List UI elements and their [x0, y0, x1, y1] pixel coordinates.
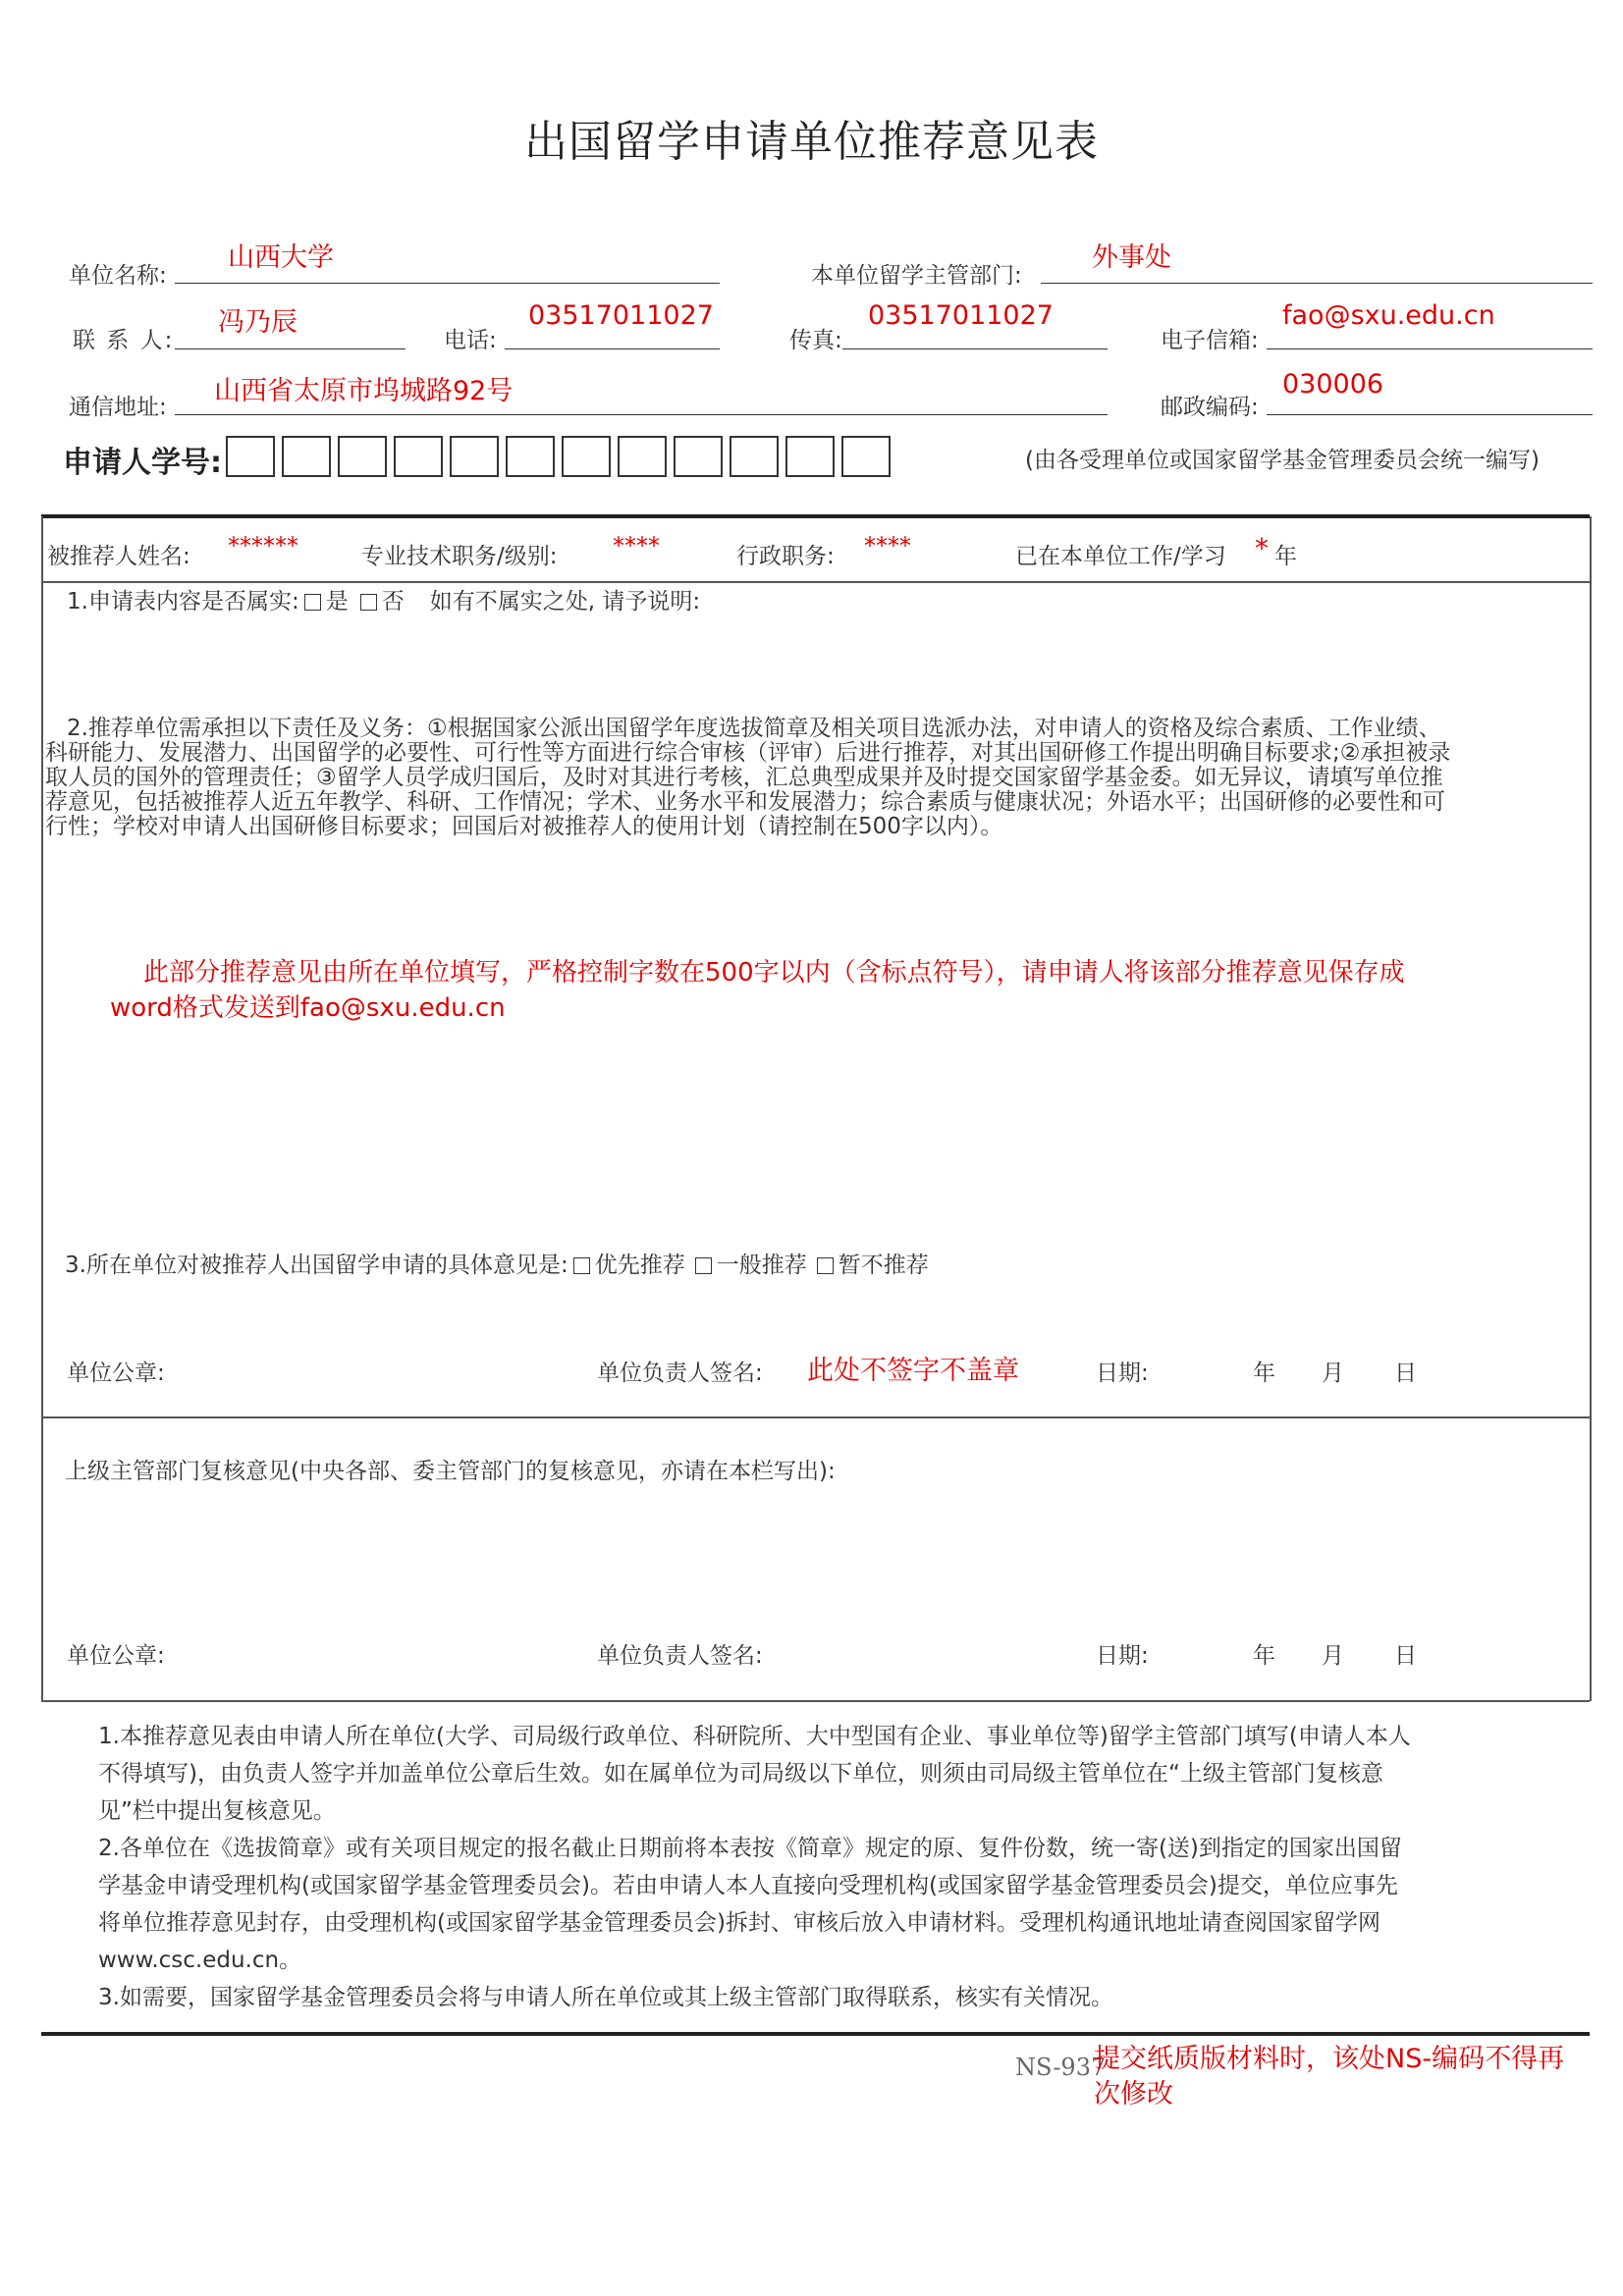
applicant-id-digit-box[interactable]	[450, 436, 499, 477]
address-label: 通信地址:	[69, 395, 167, 420]
yes-checkbox[interactable]	[304, 594, 321, 611]
priority-checkbox[interactable]	[573, 1257, 590, 1274]
no-label: 否	[381, 589, 405, 614]
section2-line: 行性；学校对申请人出国研修目标要求；回国后对被推荐人的使用计划（请控制在500字以内）。	[45, 814, 1003, 839]
section4-date-label: 日期:	[1096, 1643, 1149, 1669]
section4-top-border	[41, 1416, 1590, 1418]
footer-red-line-1: 提交纸质版材料时，该处NS-编码不得再	[1094, 2044, 1565, 2074]
postcode-line	[1267, 414, 1593, 415]
dept-value[interactable]: 外事处	[1092, 242, 1171, 273]
footer-divider	[41, 2032, 1590, 2036]
section4-day: 日	[1394, 1643, 1417, 1669]
fax-value[interactable]: 03517011027	[868, 300, 1054, 331]
nominee-title-value[interactable]: ****	[613, 532, 660, 560]
contact-value[interactable]: 冯乃辰	[218, 307, 298, 338]
fax-line	[842, 348, 1108, 349]
applicant-id-digit-box[interactable]	[785, 436, 835, 477]
general-label: 一般推荐	[716, 1253, 807, 1278]
contact-line	[175, 348, 406, 349]
section3-day: 日	[1394, 1361, 1417, 1386]
section1-explain-label: 如有不属实之处, 请予说明:	[429, 589, 701, 614]
note-line: 3.如需要，国家留学基金管理委员会将与申请人所在单位或其上级主管部门取得联系，核实有关情况。	[98, 1985, 1113, 2010]
form-frame	[41, 516, 1592, 1701]
postcode-value[interactable]: 030006	[1282, 369, 1384, 400]
section2-line: 科研能力、发展潜力、出国留学的必要性、可行性等方面进行综合审核（评审）后进行推荐，对其出国研修工作提出明确目标要求;②承担被录	[45, 740, 1451, 766]
applicant-id-note: (由各受理单位或国家留学基金管理委员会统一编写)	[1025, 448, 1540, 473]
applicant-id-digit-box[interactable]	[730, 436, 779, 477]
nominee-years-unit: 年	[1274, 544, 1297, 569]
unit-name-label: 单位名称:	[69, 263, 167, 289]
applicant-id-digit-box[interactable]	[282, 436, 331, 477]
not-recommend-label: 暂不推荐	[838, 1253, 929, 1278]
footer-red-note	[1094, 2042, 1564, 2112]
section4-year: 年	[1253, 1643, 1275, 1669]
contact-label: 联 系 人:	[73, 328, 175, 353]
email-line	[1267, 348, 1593, 349]
postcode-label: 邮政编码:	[1161, 395, 1259, 420]
unit-name-value[interactable]: 山西大学	[228, 242, 334, 273]
address-value[interactable]: 山西省太原市坞城路92号	[214, 376, 514, 406]
note-line: 将单位推荐意见封存，由受理机构(或国家留学基金管理委员会)拆封、审核后放入申请材料。受理机构通讯地址请查阅国家留学网	[98, 1910, 1380, 1936]
note-line: 2.各单位在《选拔简章》或有关项目规定的报名截止日期前将本表按《简章》规定的原、复件份数，统一寄(送)到指定的国家出国留	[98, 1836, 1402, 1861]
section2-red-note-1: 此部分推荐意见由所在单位填写，严格控制字数在500字以内（含标点符号），请申请人将该部分推荐意见保存成	[143, 958, 1405, 988]
yes-label: 是	[325, 589, 349, 614]
applicant-id-label: 申请人学号:	[63, 446, 222, 480]
note-line: 见”栏中提出复核意见。	[98, 1798, 336, 1824]
nominee-name-label: 被推荐人姓名:	[47, 544, 190, 569]
section2-red-note-2: word格式发送到fao@sxu.edu.cn	[110, 993, 506, 1023]
section1-question	[67, 590, 700, 614]
phone-line	[505, 348, 720, 349]
phone-value[interactable]: 03517011027	[528, 300, 714, 331]
address-line	[175, 414, 1108, 415]
section3-question	[65, 1254, 929, 1278]
section3-date-label: 日期:	[1096, 1361, 1149, 1386]
applicant-id-digit-box[interactable]	[338, 436, 387, 477]
nominee-years-label: 已在本单位工作/学习	[1015, 544, 1226, 569]
section2-text	[45, 717, 1587, 839]
nominee-admin-label: 行政职务:	[736, 544, 835, 569]
note-line: www.csc.edu.cn。	[98, 1948, 302, 1973]
section3-year: 年	[1253, 1361, 1275, 1386]
general-checkbox[interactable]	[695, 1257, 712, 1274]
section1-text: 1.申请表内容是否属实:	[67, 589, 299, 614]
section2-line: 荐意见，包括被推荐人近五年教学、科研、工作情况；学术、业务水平和发展潜力；综合素质与健康状况；外语水平；出国研修的必要性和可	[45, 789, 1445, 815]
unit-name-line	[175, 283, 720, 284]
priority-label: 优先推荐	[594, 1253, 685, 1278]
nominee-row-border	[41, 581, 1590, 583]
applicant-id-digit-box[interactable]	[841, 436, 891, 477]
nominee-years-value[interactable]: *	[1255, 532, 1269, 564]
section3-text: 3.所在单位对被推荐人出国留学申请的具体意见是:	[65, 1253, 568, 1278]
applicant-id-digit-box[interactable]	[506, 436, 555, 477]
fax-label: 传真:	[789, 328, 842, 353]
section3-month: 月	[1322, 1361, 1344, 1386]
nominee-title-label: 专业技术职务/级别:	[361, 544, 558, 569]
section4-sign-label: 单位负责人签名:	[597, 1643, 763, 1669]
ns-code: NS-937	[1015, 2054, 1107, 2081]
note-line: 1.本推荐意见表由申请人所在单位(大学、司局级行政单位、科研院所、大中型国有企业、事业单位等)留学主管部门填写(申请人本人	[98, 1724, 1411, 1749]
not-recommend-checkbox[interactable]	[817, 1257, 834, 1274]
applicant-id-digit-box[interactable]	[618, 436, 667, 477]
nominee-name-value[interactable]: ******	[228, 532, 298, 560]
section4-seal-label: 单位公章:	[67, 1643, 165, 1669]
dept-label: 本单位留学主管部门:	[811, 263, 1022, 289]
section4-month: 月	[1322, 1643, 1344, 1669]
email-label: 电子信箱:	[1161, 328, 1259, 353]
dept-line	[1041, 283, 1593, 284]
section3-seal-label: 单位公章:	[67, 1361, 165, 1386]
section2-line: 2.推荐单位需承担以下责任及义务：①根据国家公派出国留学年度选拔简章及相关项目选派办法，对申请人的资格及综合素质、工作业绩、	[67, 716, 1441, 741]
no-checkbox[interactable]	[360, 594, 377, 611]
section4-text: 上级主管部门复核意见(中央各部、委主管部门的复核意见，亦请在本栏写出):	[65, 1459, 836, 1484]
note-line: 不得填写)，由负责人签字并加盖单位公章后生效。如在属单位为司局级以下单位，则须由司局级主管单位在“上级主管部门复核意	[98, 1761, 1383, 1787]
nominee-admin-value[interactable]: ****	[864, 532, 911, 560]
applicant-id-digit-box[interactable]	[562, 436, 611, 477]
note-line: 学基金申请受理机构(或国家留学基金管理委员会)。若由申请人本人直接向受理机构(或国家留学基金管理委员会)提交，单位应事先	[98, 1873, 1398, 1898]
footer-red-line-2: 次修改	[1094, 2079, 1173, 2109]
applicant-id-digit-box[interactable]	[226, 436, 275, 477]
section2-line: 取人员的国外的管理责任；③留学人员学成归国后，及时对其进行考核，汇总典型成果并及时提交国家留学基金委。如无异议，请填写单位推	[45, 765, 1443, 790]
section3-sign-red: 此处不签字不盖章	[807, 1356, 1019, 1386]
applicant-id-digit-box[interactable]	[394, 436, 443, 477]
email-value[interactable]: fao@sxu.edu.cn	[1282, 300, 1495, 331]
notes-block	[98, 1718, 1591, 2016]
form-bottom-border	[41, 1700, 1590, 1702]
phone-label: 电话:	[444, 328, 497, 353]
section3-sign-label: 单位负责人签名:	[597, 1361, 763, 1386]
page-title: 出国留学申请单位推荐意见表	[524, 117, 1099, 167]
applicant-id-digit-box[interactable]	[674, 436, 723, 477]
